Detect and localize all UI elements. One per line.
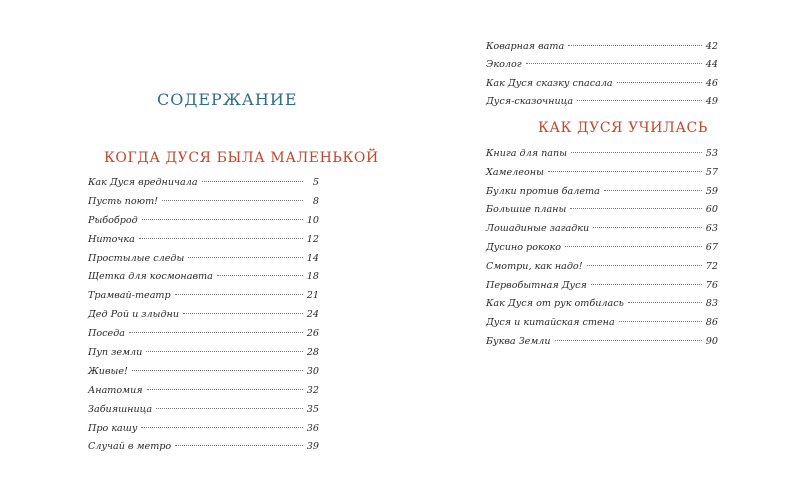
toc-entry — [88, 193, 319, 212]
toc-entry — [486, 333, 718, 352]
toc-list-right — [486, 145, 718, 352]
toc-entry — [486, 75, 718, 93]
toc-entry-page-number: 30 — [306, 365, 319, 377]
toc-entry-title: Случай в метро — [88, 441, 172, 453]
toc-entry-title: Дуся-сказочница — [486, 96, 574, 108]
toc-entry-title: Лошадиные загадки — [486, 223, 590, 235]
toc-entry-title: Ниточка — [88, 233, 135, 245]
toc-entry-title: Как Дуся от рук отбилась — [486, 298, 624, 310]
dot-leader — [571, 152, 702, 153]
toc-entry-title: Простылые следы — [88, 252, 185, 264]
dot-leader — [156, 408, 303, 409]
toc-entry-page-number: 67 — [705, 241, 718, 253]
dot-leader — [565, 246, 702, 247]
toc-entry — [88, 363, 319, 382]
section-heading-school: КАК ДУСЯ УЧИЛАСЬ — [538, 120, 708, 136]
toc-entry — [88, 344, 319, 363]
toc-entry — [486, 145, 718, 164]
dot-leader — [587, 265, 702, 266]
toc-entry-title: Дуся и китайская стена — [486, 317, 615, 329]
toc-entry — [88, 420, 319, 439]
toc-entry-title: Трамвай-театр — [88, 290, 171, 302]
toc-entry — [486, 56, 718, 74]
toc-entry — [88, 268, 319, 287]
toc-entry-page-number: 90 — [705, 335, 718, 347]
toc-entry-title: Книга для папы — [486, 148, 568, 159]
dot-leader — [617, 82, 702, 83]
dot-leader — [162, 200, 303, 201]
toc-entry — [88, 438, 319, 457]
dot-leader — [570, 208, 701, 209]
dot-leader — [175, 294, 303, 295]
toc-entry — [88, 382, 319, 401]
toc-entry-title: Большие планы — [486, 204, 567, 216]
toc-entry-page-number: 21 — [306, 290, 319, 302]
dot-leader — [188, 257, 303, 258]
toc-entry — [486, 277, 718, 296]
toc-entry-title: Хамелеоны — [486, 166, 544, 178]
toc-entry-title: Забияшница — [88, 403, 153, 415]
dot-leader — [568, 45, 702, 46]
toc-entry-page-number: 42 — [705, 41, 718, 52]
toc-entry — [486, 93, 718, 111]
toc-entry-page-number: 86 — [705, 317, 718, 329]
toc-entry — [486, 314, 718, 333]
toc-entry-title: Смотри, как надо! — [486, 260, 583, 272]
toc-entry-page-number: 18 — [306, 271, 319, 283]
dot-leader — [132, 370, 303, 371]
toc-entry — [486, 201, 718, 220]
toc-entry-page-number: 26 — [306, 328, 319, 340]
toc-entry-page-number: 36 — [306, 422, 319, 434]
toc-entry-page-number: 72 — [705, 260, 718, 272]
dot-leader — [142, 219, 303, 220]
toc-entry-title: Пусть поют! — [88, 195, 159, 207]
toc-entry — [88, 250, 319, 269]
toc-entry — [486, 239, 718, 258]
dot-leader — [548, 171, 702, 172]
toc-entry-page-number: 59 — [705, 185, 718, 197]
toc-entry — [88, 325, 319, 344]
dot-leader — [175, 445, 303, 446]
toc-entry — [486, 164, 718, 183]
toc-list-left — [88, 174, 319, 457]
toc-entry — [88, 174, 319, 193]
toc-entry-title: Рыбоброд — [88, 214, 138, 226]
toc-entry-title: Анатомия — [88, 384, 143, 396]
dot-leader — [183, 313, 303, 314]
toc-entry-title: Поседа — [88, 328, 125, 340]
toc-entry-title: Как Дуся вредничала — [88, 177, 198, 188]
toc-entry — [88, 231, 319, 250]
toc-entry-title: Буква Земли — [486, 335, 551, 347]
dot-leader — [139, 238, 303, 239]
toc-entry-page-number: 24 — [306, 309, 319, 321]
dot-leader — [526, 63, 702, 64]
dot-leader — [147, 389, 303, 390]
toc-entry-page-number: 46 — [705, 77, 718, 89]
toc-entry-page-number: 57 — [705, 166, 718, 178]
toc-entry-page-number: 28 — [306, 347, 319, 359]
toc-entry-title: Эколог — [486, 59, 522, 71]
toc-entry — [486, 295, 718, 314]
dot-leader — [628, 302, 702, 303]
dot-leader — [619, 321, 702, 322]
toc-entry-page-number: 32 — [306, 384, 319, 396]
toc-entry-title: Щетка для космонавта — [88, 271, 213, 283]
toc-entry-page-number: 53 — [705, 148, 718, 159]
toc-entry — [486, 38, 718, 56]
toc-entry — [88, 306, 319, 325]
toc-entry-page-number: 5 — [312, 177, 319, 188]
dot-leader — [555, 340, 702, 341]
toc-entry-page-number: 12 — [306, 233, 319, 245]
toc-entry — [88, 287, 319, 306]
dot-leader — [202, 181, 303, 182]
right-page — [400, 0, 800, 477]
dot-leader — [217, 275, 303, 276]
toc-entry-page-number: 60 — [705, 204, 718, 216]
dot-leader — [593, 227, 702, 228]
dot-leader — [129, 332, 303, 333]
toc-title: СОДЕРЖАНИЕ — [157, 90, 298, 109]
toc-entry-page-number: 44 — [705, 59, 718, 71]
dot-leader — [577, 100, 702, 101]
toc-entry-page-number: 76 — [705, 279, 718, 291]
toc-entry-title: Булки против балета — [486, 185, 600, 197]
toc-entry-title: Дед Рой и злыдни — [88, 309, 180, 321]
toc-entry — [88, 212, 319, 231]
toc-entry — [486, 183, 718, 202]
toc-entry-page-number: 8 — [312, 195, 319, 207]
toc-entry-page-number: 49 — [705, 96, 718, 108]
toc-entry-page-number: 83 — [705, 298, 718, 310]
toc-entry — [486, 258, 718, 277]
dot-leader — [141, 427, 302, 428]
toc-entry-page-number: 35 — [306, 403, 319, 415]
toc-entry-title: Как Дуся сказку спасала — [486, 77, 613, 89]
toc-entry-title: Коварная вата — [486, 41, 565, 52]
toc-entry-page-number: 10 — [306, 214, 319, 226]
toc-entry-title: Про кашу — [88, 422, 138, 434]
toc-entry — [88, 401, 319, 420]
toc-entry-title: Живые! — [88, 365, 128, 377]
toc-entry-title: Пуп земли — [88, 347, 143, 359]
toc-entry-page-number: 14 — [306, 252, 319, 264]
toc-entry-page-number: 63 — [705, 223, 718, 235]
toc-entry-title: Дусино рококо — [486, 241, 561, 253]
section-heading-little: КОГДА ДУСЯ БЫЛА МАЛЕНЬКОЙ — [104, 150, 379, 166]
toc-list-right-top — [486, 38, 718, 112]
dot-leader — [591, 284, 702, 285]
toc-entry-title: Первобытная Дуся — [486, 279, 587, 291]
dot-leader — [604, 190, 702, 191]
toc-entry — [486, 220, 718, 239]
dot-leader — [146, 351, 302, 352]
toc-entry-page-number: 39 — [306, 441, 319, 453]
